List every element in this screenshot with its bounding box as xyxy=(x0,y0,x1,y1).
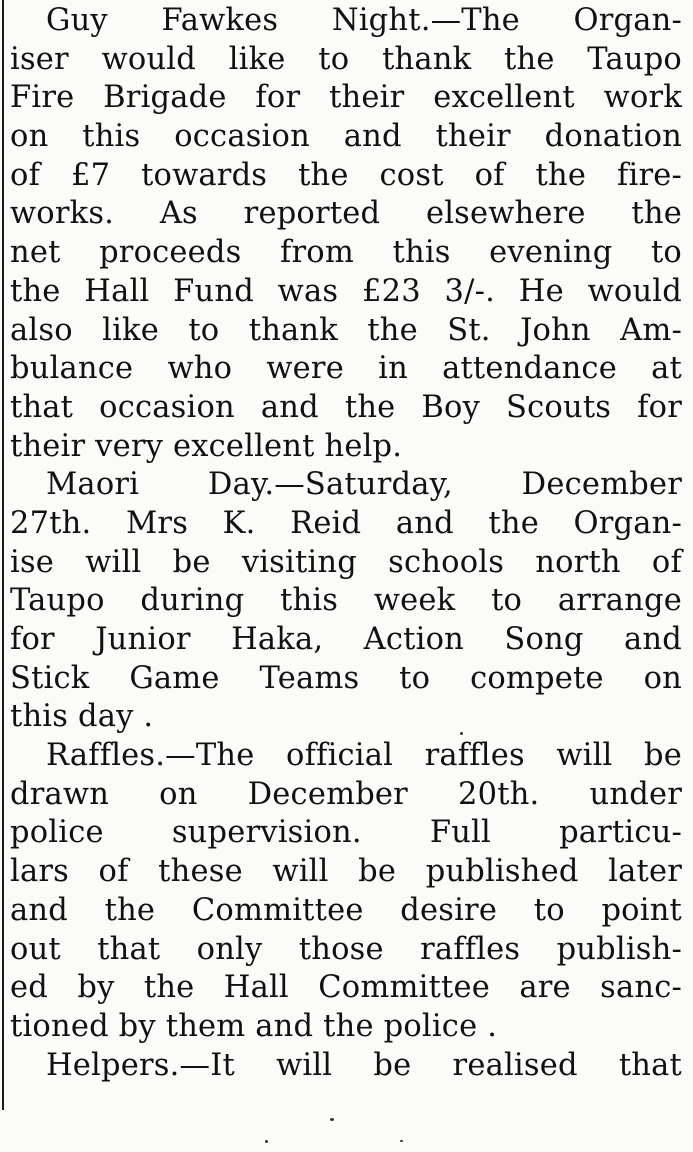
text-line: tioned by them and the police . xyxy=(10,1008,498,1044)
paragraph-helpers xyxy=(10,1047,682,1086)
print-speck xyxy=(400,1140,403,1142)
text-line: on this occasion and their donation xyxy=(10,119,682,155)
text-line: and the Committee desire to point xyxy=(10,892,682,928)
print-speck xyxy=(330,1118,334,1121)
text-line: Helpers.—It will be realised that xyxy=(46,1047,682,1083)
column-rule xyxy=(2,0,4,1110)
text-line: iser would like to thank the Taupo xyxy=(10,41,682,77)
text-line: Stick Game Teams to compete on xyxy=(10,660,682,696)
text-line: Guy Fawkes Night.—The Organ- xyxy=(46,3,682,38)
paragraph-guy-fawkes xyxy=(10,2,682,466)
text-line: Maori Day.—Saturday, December xyxy=(46,467,682,503)
print-speck xyxy=(460,732,463,735)
text-line: that occasion and the Boy Scouts for xyxy=(10,389,682,425)
article-column xyxy=(10,2,682,1085)
text-line: ise will be visiting schools north of xyxy=(10,544,682,580)
text-line: Fire Brigade for their excellent work xyxy=(10,80,682,116)
text-line: Taupo during this week to arrange xyxy=(10,583,682,619)
text-line: out that only those raffles publish- xyxy=(10,931,682,967)
text-line: drawn on December 20th. under xyxy=(10,776,682,812)
print-speck xyxy=(265,1140,268,1143)
text-line: for Junior Haka, Action Song and xyxy=(10,622,682,657)
text-line: works. As reported elsewhere the xyxy=(10,196,682,232)
text-line: police supervision. Full particu- xyxy=(10,815,682,851)
text-line: their very excellent help. xyxy=(10,428,403,464)
text-line: net proceeds from this evening to xyxy=(10,235,682,271)
text-line: the Hall Fund was £23 3/-. He would xyxy=(10,273,682,309)
paragraph-maori-day xyxy=(10,466,682,737)
text-line: Raffles.—The official raffles will be xyxy=(46,738,682,774)
text-line: also like to thank the St. John Am- xyxy=(10,312,682,348)
paragraph-raffles xyxy=(10,737,682,1047)
text-line: lars of these will be published later xyxy=(10,854,682,890)
text-line: 27th. Mrs K. Reid and the Organ- xyxy=(10,505,682,541)
text-line: ed by the Hall Committee are sanc- xyxy=(10,970,682,1006)
text-line: this day . xyxy=(10,699,154,735)
text-line: bulance who were in attendance at xyxy=(10,351,682,387)
text-line: of £7 towards the cost of the fire- xyxy=(10,157,682,193)
